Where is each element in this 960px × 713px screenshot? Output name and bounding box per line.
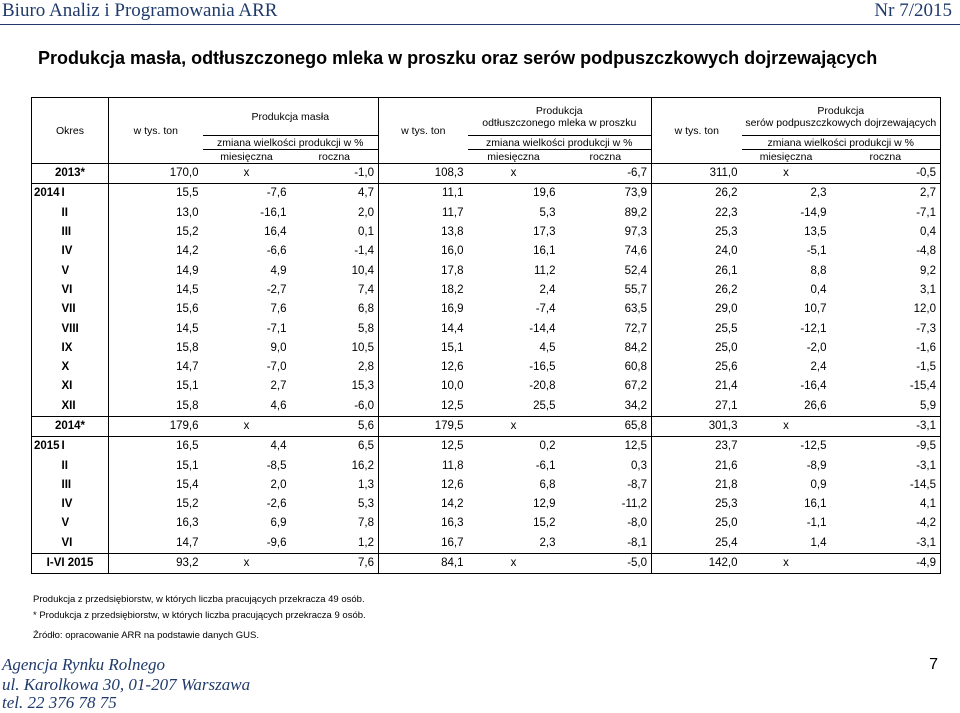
table-cell: 26,2 [715, 283, 738, 296]
table-cell: 7,6 [291, 553, 379, 573]
table-cell: 6,8 [291, 300, 379, 319]
table-row [32, 397, 941, 417]
row-month: III [59, 223, 109, 242]
table-cell: -4,8 [831, 242, 941, 261]
table-row [32, 223, 941, 242]
table-cell: 2,4 [810, 361, 827, 374]
table-cell: 22,3 [715, 206, 738, 219]
table-cell: 13,0 [176, 206, 199, 219]
table-cell: -6,6 [266, 245, 287, 258]
footnote-2: * Produkcja z przedsiębiorstw, w których liczba pracujących przekracza 9 osób. [33, 610, 366, 621]
row-month: VII [59, 300, 109, 319]
table-cell: 14,4 [441, 322, 464, 335]
table-cell: x [742, 416, 831, 436]
table-cell: -6,1 [535, 459, 556, 472]
header-smp-line2: odtłuszczonego mleka w proszku [482, 116, 637, 129]
table-row [32, 476, 941, 495]
table-cell: 0,9 [810, 478, 827, 491]
table-cell: -4,9 [831, 553, 941, 573]
table-cell: 12,6 [441, 478, 464, 491]
table-cell: 15,5 [109, 184, 203, 204]
table-cell: 5,6 [291, 416, 379, 436]
table-cell: 0,3 [560, 456, 652, 475]
table-cell: 15,2 [176, 226, 199, 239]
row-year [32, 377, 59, 396]
row-month: IX [59, 339, 109, 358]
table-cell: 25,3 [715, 226, 738, 239]
table-row [32, 514, 941, 533]
table-cell: 14,5 [176, 283, 199, 296]
table-cell: 16,7 [379, 534, 468, 554]
table-cell: 13,5 [804, 226, 827, 239]
table-cell: 2,0 [270, 478, 287, 491]
table-row [32, 534, 941, 554]
table-cell: -20,8 [529, 380, 556, 393]
row-period-label: 2014* [32, 416, 109, 436]
table-cell: x [468, 553, 560, 573]
table-cell: 12,5 [379, 437, 468, 457]
row-year [32, 476, 59, 495]
table-cell: 4,4 [203, 437, 291, 457]
table-row [32, 553, 941, 573]
page-title: Produkcja masła, odtłuszczonego mleka w proszku oraz serów podpuszczkowych dojrzewających [38, 48, 878, 68]
row-year [32, 223, 59, 242]
table-cell: 5,3 [291, 495, 379, 514]
table-cell: x [203, 553, 291, 573]
table-row [32, 456, 941, 475]
table-cell: 9,2 [831, 261, 941, 280]
header-cheese-unit [652, 98, 742, 164]
header-cheese-monthly: miesięczna [742, 150, 831, 164]
source-note: Źródło: opracowanie ARR na podstawie danych GUS. [33, 630, 260, 641]
table-cell: -2,7 [266, 283, 287, 296]
table-cell: x [468, 164, 560, 184]
header-butter-monthly: miesięczna [203, 150, 291, 164]
footer-phone: tel. 22 376 78 75 [2, 693, 117, 712]
table-cell: -16,4 [800, 380, 827, 393]
table-cell: 84,2 [560, 339, 652, 358]
row-year [32, 397, 59, 417]
table-cell: -4,2 [831, 514, 941, 533]
table-cell: -8,7 [560, 476, 652, 495]
table-cell: 60,8 [560, 358, 652, 377]
table-cell: 108,3 [379, 164, 468, 184]
table-cell: 17,3 [533, 226, 556, 239]
row-year [32, 456, 59, 475]
table-cell: 16,9 [441, 303, 464, 316]
table-cell: 4,6 [203, 397, 291, 417]
header-cheese-line2: serów podpuszczkowych dojrzewających [745, 116, 937, 129]
table-cell: 8,8 [810, 264, 827, 277]
table-cell: 16,2 [291, 456, 379, 475]
table-cell: 25,0 [715, 341, 738, 354]
table-cell: 73,9 [560, 184, 652, 204]
table-cell: 55,7 [560, 281, 652, 300]
table-cell: 6,8 [539, 478, 556, 491]
table-cell: 5,3 [539, 206, 556, 219]
table-cell: -9,5 [831, 437, 941, 457]
table-cell: -14,4 [529, 322, 556, 335]
table-cell: 12,0 [831, 300, 941, 319]
table-cell: 16,3 [176, 517, 199, 530]
table-cell: 13,8 [441, 226, 464, 239]
table-cell: 2,3 [468, 534, 560, 554]
table-cell: 74,6 [560, 242, 652, 261]
table-cell: 179,6 [109, 416, 203, 436]
table-cell: 26,2 [652, 184, 742, 204]
table-row [32, 281, 941, 300]
table-cell: -1,1 [806, 517, 827, 530]
table-cell: -16,5 [529, 361, 556, 374]
table-cell: 10,4 [291, 261, 379, 280]
table-cell: 15,3 [291, 377, 379, 396]
table-cell: -6,7 [560, 164, 652, 184]
table-cell: 25,6 [715, 361, 738, 374]
table-cell: -7,0 [266, 361, 287, 374]
table-cell: -12,1 [800, 322, 827, 335]
table-row [32, 416, 941, 436]
table-cell: 142,0 [652, 553, 742, 573]
table-cell: 0,1 [291, 223, 379, 242]
table-cell: 14,2 [441, 498, 464, 511]
table-cell: 15,2 [533, 517, 556, 530]
table-cell: 10,7 [804, 303, 827, 316]
table-cell: 11,2 [533, 264, 556, 277]
row-period-label: I-VI 2015 [32, 553, 109, 573]
table-cell: 1,3 [291, 476, 379, 495]
table-cell: -7,6 [203, 184, 291, 204]
table-row [32, 358, 941, 377]
table-cell: 14,2 [176, 245, 199, 258]
table-cell: x [203, 164, 291, 184]
table-cell: -14,9 [800, 206, 827, 219]
row-month: VI [59, 534, 109, 554]
table-cell: 9,0 [270, 341, 287, 354]
table-cell: 4,9 [270, 264, 287, 277]
row-year [32, 495, 59, 514]
table-cell: 24,0 [715, 245, 738, 258]
row-year [32, 514, 59, 533]
table-cell: 179,5 [379, 416, 468, 436]
table-cell: 25,5 [468, 397, 560, 417]
header-cheese-change: zmiana wielkości produkcji w % [742, 136, 941, 150]
table-cell: -2,0 [806, 341, 827, 354]
table-cell: 27,1 [652, 397, 742, 417]
table-cell: -15,4 [831, 377, 941, 396]
row-year [32, 319, 59, 338]
header-cheese-unit-label: w tys. ton [674, 124, 719, 137]
table-row [32, 300, 941, 319]
table-cell: 5,8 [291, 319, 379, 338]
row-month: IV [59, 495, 109, 514]
header-divider [0, 24, 960, 25]
table-cell: 15,8 [176, 341, 199, 354]
table-cell: -9,6 [203, 534, 291, 554]
table-cell: 18,2 [441, 283, 464, 296]
header-okres: Okres [32, 98, 109, 164]
row-month: V [59, 261, 109, 280]
row-year: 2014 [32, 184, 59, 204]
table-cell: 16,4 [264, 226, 287, 239]
table-cell: -7,4 [535, 303, 556, 316]
table-row [32, 204, 941, 223]
table-cell: 15,6 [176, 303, 199, 316]
table-cell: 26,6 [742, 397, 831, 417]
table-cell: -3,1 [831, 534, 941, 554]
table-row [32, 339, 941, 358]
table-cell: -2,6 [266, 498, 287, 511]
table-cell: 12,5 [560, 437, 652, 457]
table-cell: 15,1 [176, 459, 199, 472]
table-cell: 21,8 [715, 478, 738, 491]
row-year [32, 358, 59, 377]
table-cell: x [203, 416, 291, 436]
table-cell: 14,5 [176, 322, 199, 335]
table-cell: 14,7 [176, 361, 199, 374]
row-month: XI [59, 377, 109, 396]
table-cell: -1,4 [291, 242, 379, 261]
table-cell: 11,1 [379, 184, 468, 204]
production-table [31, 97, 941, 574]
table-cell: 84,1 [379, 553, 468, 573]
table-cell: 16,5 [109, 437, 203, 457]
table-cell: -0,5 [831, 164, 941, 184]
row-month: II [59, 204, 109, 223]
row-year [32, 261, 59, 280]
table-cell: 2,0 [291, 204, 379, 223]
header-cheese-line1: Produkcja [817, 104, 865, 117]
row-year [32, 339, 59, 358]
row-month: VI [59, 281, 109, 300]
table-cell: 63,5 [560, 300, 652, 319]
table-cell: 10,0 [441, 380, 464, 393]
table-cell: -3,1 [831, 456, 941, 475]
table-row [32, 261, 941, 280]
table-cell: 25,3 [715, 498, 738, 511]
table-cell: 2,7 [270, 380, 287, 393]
page-header [0, 0, 960, 22]
table-cell: 16,3 [441, 517, 464, 530]
header-cheese [742, 98, 941, 136]
page-number: 7 [929, 656, 938, 673]
row-year [32, 242, 59, 261]
table-cell: 1,4 [742, 534, 831, 554]
table-cell: 16,1 [804, 498, 827, 511]
header-cheese-yearly: roczna [831, 150, 941, 164]
table-cell: 21,6 [715, 459, 738, 472]
row-year [32, 204, 59, 223]
header-butter-change: zmiana wielkości produkcji w % [203, 136, 379, 150]
table-cell: 26,1 [715, 264, 738, 277]
header-issue-number: Nr 7/2015 [874, 0, 952, 21]
table-cell: -8,9 [806, 459, 827, 472]
table-body [32, 164, 941, 574]
table-cell: 301,3 [652, 416, 742, 436]
table-cell: -8,5 [266, 459, 287, 472]
table-cell: 170,0 [109, 164, 203, 184]
table-cell: -8,1 [560, 534, 652, 554]
table-cell: 65,8 [560, 416, 652, 436]
table-cell: 34,2 [560, 397, 652, 417]
table-cell: -8,0 [560, 514, 652, 533]
table-cell: 2,8 [291, 358, 379, 377]
table-cell: 5,9 [831, 397, 941, 417]
table-cell: 25,0 [715, 517, 738, 530]
table-cell: 89,2 [560, 204, 652, 223]
table-cell: -5,0 [560, 553, 652, 573]
header-smp [468, 98, 652, 136]
table-row [32, 437, 941, 457]
table-cell: -12,5 [742, 437, 831, 457]
row-month: I [59, 184, 109, 204]
table-cell: -1,5 [831, 358, 941, 377]
table-cell: 1,2 [291, 534, 379, 554]
table-row [32, 242, 941, 261]
table-cell: x [742, 553, 831, 573]
table-cell: 0,2 [468, 437, 560, 457]
header-smp-monthly: miesięczna [468, 150, 560, 164]
table-cell: 10,5 [291, 339, 379, 358]
table-row [32, 184, 941, 204]
table-cell: 67,2 [560, 377, 652, 396]
header-butter-unit-label: w tys. ton [133, 124, 178, 137]
row-month: XII [59, 397, 109, 417]
table-cell: -1,0 [291, 164, 379, 184]
header-butter: Produkcja masła [203, 98, 379, 136]
row-month: II [59, 456, 109, 475]
table-cell: 7,8 [291, 514, 379, 533]
table-cell: 4,7 [291, 184, 379, 204]
table-cell: 15,2 [176, 498, 199, 511]
table-cell: -7,3 [831, 319, 941, 338]
table-cell: -14,5 [831, 476, 941, 495]
row-month: V [59, 514, 109, 533]
table-cell: 16,1 [533, 245, 556, 258]
header-butter-yearly: roczna [291, 150, 379, 164]
row-month: IV [59, 242, 109, 261]
table-cell: -6,0 [291, 397, 379, 417]
table-cell: 15,1 [176, 380, 199, 393]
footnote-1: Produkcja z przedsiębiorstw, w których liczba pracujących przekracza 49 osób. [33, 594, 365, 605]
row-year [32, 534, 59, 554]
table-cell: 21,4 [715, 380, 738, 393]
table-cell: -5,1 [806, 245, 827, 258]
table-row [32, 319, 941, 338]
footer-org: Agencja Rynku Rolnego [2, 655, 166, 674]
row-period-label: 2013* [32, 164, 109, 184]
row-month: VIII [59, 319, 109, 338]
header-smp-line1: Produkcja [535, 104, 583, 117]
footer-address: ul. Karolkowa 30, 01-207 Warszawa [2, 675, 251, 694]
row-month: I [59, 437, 109, 457]
table-cell: 311,0 [652, 164, 742, 184]
table-cell: 16,0 [441, 245, 464, 258]
table-cell: 15,1 [441, 341, 464, 354]
header-smp-yearly: roczna [560, 150, 652, 164]
header-smp-unit-label: w tys. ton [401, 124, 446, 137]
table-cell: 7,6 [270, 303, 287, 316]
table-cell: 17,8 [441, 264, 464, 277]
table-cell: 25,4 [652, 534, 742, 554]
row-month: X [59, 358, 109, 377]
table-cell: 12,5 [379, 397, 468, 417]
table-cell: 3,1 [831, 281, 941, 300]
table-cell: 2,7 [831, 184, 941, 204]
table-cell: -1,6 [831, 339, 941, 358]
header-publisher: Biuro Analiz i Programowania ARR [2, 0, 278, 21]
table-cell: 19,6 [468, 184, 560, 204]
table-cell: -11,2 [560, 495, 652, 514]
table-cell: 4,1 [831, 495, 941, 514]
table-cell: 72,7 [560, 319, 652, 338]
row-year [32, 300, 59, 319]
header-smp-change: zmiana wielkości produkcji w % [468, 136, 652, 150]
table-cell: 6,9 [270, 517, 287, 530]
table-cell: 11,7 [441, 206, 464, 219]
table-cell: 14,7 [109, 534, 203, 554]
row-year: 2015 [32, 437, 59, 457]
table-cell: 25,5 [715, 322, 738, 335]
table-cell: x [742, 164, 831, 184]
table-cell: -7,1 [831, 204, 941, 223]
table-cell: 12,9 [533, 498, 556, 511]
table-cell: 15,8 [109, 397, 203, 417]
table-cell: 12,6 [441, 361, 464, 374]
table-cell: 14,9 [176, 264, 199, 277]
table-cell: -7,1 [266, 322, 287, 335]
table-cell: 0,4 [831, 223, 941, 242]
table-cell: 2,4 [539, 283, 556, 296]
table-cell: 23,7 [652, 437, 742, 457]
table-row [32, 495, 941, 514]
table-cell: 7,4 [291, 281, 379, 300]
table-cell: 93,2 [109, 553, 203, 573]
table-cell: -16,1 [260, 206, 287, 219]
table-cell: 4,5 [539, 341, 556, 354]
header-butter-unit [109, 98, 203, 164]
table-cell: 2,3 [742, 184, 831, 204]
table-row [32, 377, 941, 396]
table-cell: 52,4 [560, 261, 652, 280]
row-month: III [59, 476, 109, 495]
row-year [32, 281, 59, 300]
table-cell: x [468, 416, 560, 436]
table-cell: 15,4 [176, 478, 199, 491]
table-cell: 97,3 [560, 223, 652, 242]
table-cell: -3,1 [831, 416, 941, 436]
table-cell: 6,5 [291, 437, 379, 457]
table-cell: 11,8 [441, 459, 464, 472]
header-smp-unit [379, 98, 468, 164]
table-cell: 0,4 [810, 283, 827, 296]
table-row [32, 164, 941, 184]
table-cell: 29,0 [715, 303, 738, 316]
